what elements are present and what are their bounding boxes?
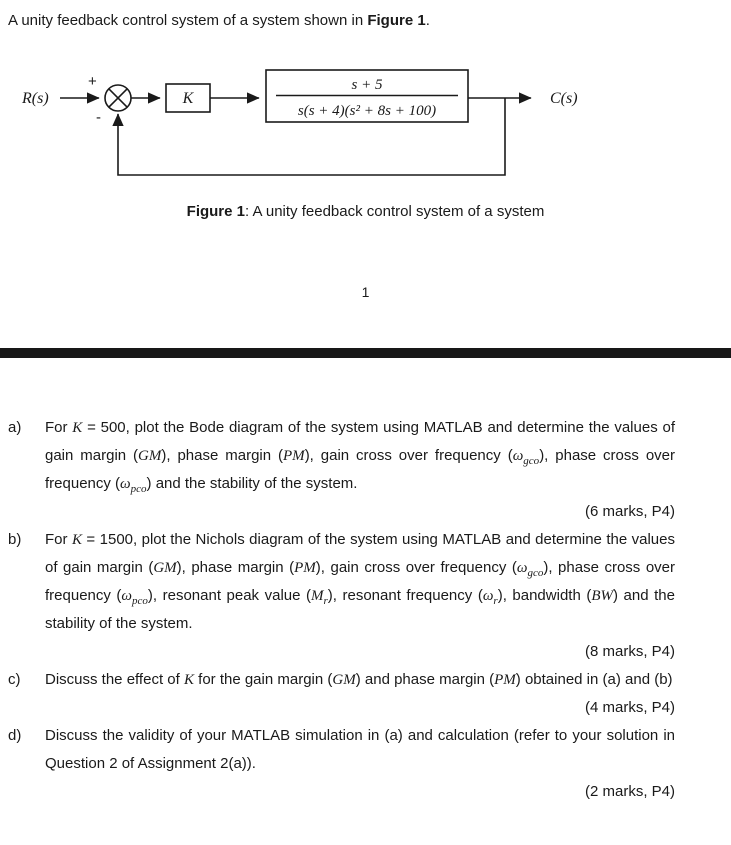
question-c: [8, 666, 675, 694]
question-b-text: For K = 1500, plot the Nichols diagram of the system using MATLAB and determine the values of gain margin (GM), phase margin (PM), gain cross over frequency $(\omega_{gco})$, phase cross over frequency $(\omega_{pco})$, resonant peak value $(M_r)$, resonant frequency $(\omega_r)$, bandwidth (BW) and the stability of the system.: [45, 531, 676, 632]
intro-text: A unity feedback control system of a system shown in Figure 1.: [8, 12, 430, 29]
question-b: [8, 526, 675, 638]
question-a-text: For K = 500, plot the Bode diagram of the system using MATLAB and determine the values of gain margin (GM), phase margin (PM), gain cross over frequency $(\omega_{gco})$, phase cross over frequency $(\omega_{pco})$ and the stability of the system.: [45, 419, 675, 495]
tf-numerator: s + 5: [351, 77, 383, 93]
question-c-label: c): [8, 671, 21, 688]
question-b-label: b): [8, 531, 22, 548]
figure-caption: Figure 1: A unity feedback control system of a system: [186, 203, 545, 220]
gain-label: K: [182, 90, 194, 107]
input-label: R(s): [22, 90, 49, 107]
question-d-text: Discuss the validity of your MATLAB simulation in (a) and calculation (refer to your solution in Question 2 of Assignment 2(a)).: [45, 727, 675, 772]
question-a: [8, 414, 675, 498]
question-d-marks: (2 marks, P4): [584, 783, 675, 800]
plus-sign: +: [88, 73, 97, 90]
block-diagram: [0, 62, 731, 187]
page-number: 1: [361, 284, 370, 300]
minus-sign: -: [96, 109, 101, 126]
question-d: [8, 722, 675, 778]
question-d-label: d): [8, 727, 22, 744]
question-a-marks: (6 marks, P4): [584, 503, 675, 520]
document-page: [0, 12, 731, 806]
page-break-divider: [0, 348, 731, 358]
question-b-marks: (8 marks, P4): [584, 643, 675, 660]
question-c-text: Discuss the effect of K for the gain margin (GM) and phase margin (PM) obtained in (a) and (b): [45, 671, 673, 688]
question-c-marks: (4 marks, P4): [584, 699, 675, 716]
output-label: C(s): [550, 90, 578, 107]
questions-list: [8, 414, 675, 806]
question-a-label: a): [8, 419, 22, 436]
tf-denominator: s(s + 4)(s² + 8s + 100): [297, 103, 437, 119]
